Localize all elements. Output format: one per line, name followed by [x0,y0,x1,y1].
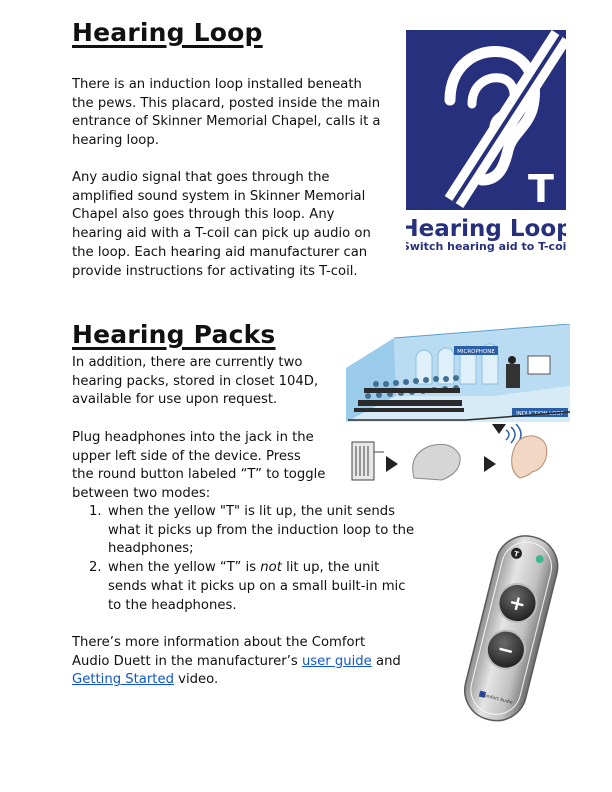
volume-down-label: − [494,635,517,664]
diagram-label-loop: INDUCTION LOOP [516,411,564,417]
user-guide-link[interactable]: user guide [301,653,372,669]
diagram-label-microphone: MICROPHONE [457,349,495,355]
hearing-pack-device-image [452,532,568,726]
list-number: 2. [89,560,102,576]
sign-subtitle: Switch hearing aid to T-coil [406,240,566,253]
device-brand: Comfort Audio [480,692,513,706]
hearing-loop-details: Any audio signal that goes through the amplified sound system in Skinner Memorial Chapel also goes through this loop. Any hearing aid with a T-coil can pick up audio on the loop. Each hearing aid manufacturer can provide instructions for activating its T-coil. [72,170,371,279]
list-text: when the yellow "T" is lit up, the unit sends what it picks up from the induction loop to the headphones; [108,504,415,557]
list-item [72,559,416,615]
list-text-after: lit up, the unit sends what it picks up on a small built-in mic to the headphones. [108,560,406,613]
hearing-loop-symbol-icon [406,30,566,256]
list-number: 1. [89,504,102,519]
list-emphasis: not [260,560,282,576]
hearing-loop-sign [406,30,566,256]
t-button-label: T [512,549,520,559]
more-info-paragraph [72,634,402,690]
hearing-loop-intro: There is an induction loop installed beneath the pews. This placard, posted inside the main entrance of Skinner Memorial Chapel, calls it a hearing loop. [72,77,381,149]
list-text-before: when the yellow “T” is [108,560,261,576]
sign-title: Hearing Loop [406,216,566,242]
hearing-loop-heading: Hearing Loop [72,18,263,47]
sign-t-letter: T [528,167,554,211]
mode-list [72,503,416,615]
hearing-packs-instructions: Plug headphones into the jack in the upper left side of the device. Press the round button labeled “T” to toggle between two modes: [72,430,326,502]
getting-started-link[interactable]: Getting Started [72,672,174,688]
hearing-packs-heading: Hearing Packs [72,320,276,349]
loop-diagram-illustration [346,324,570,492]
loop-diagram [346,324,570,492]
more-info-end: video. [173,672,219,688]
more-info-text: There’s more information about the Comfort Audio Duett in the manufacturer’s [72,635,366,669]
volume-up-label: + [506,589,529,617]
hearing-pack-device [452,532,568,726]
more-info-and: and [371,653,401,669]
hearing-packs-intro: In addition, there are currently two hearing packs, stored in closet 104D, available for use upon request. [72,355,319,408]
list-item [72,503,416,559]
